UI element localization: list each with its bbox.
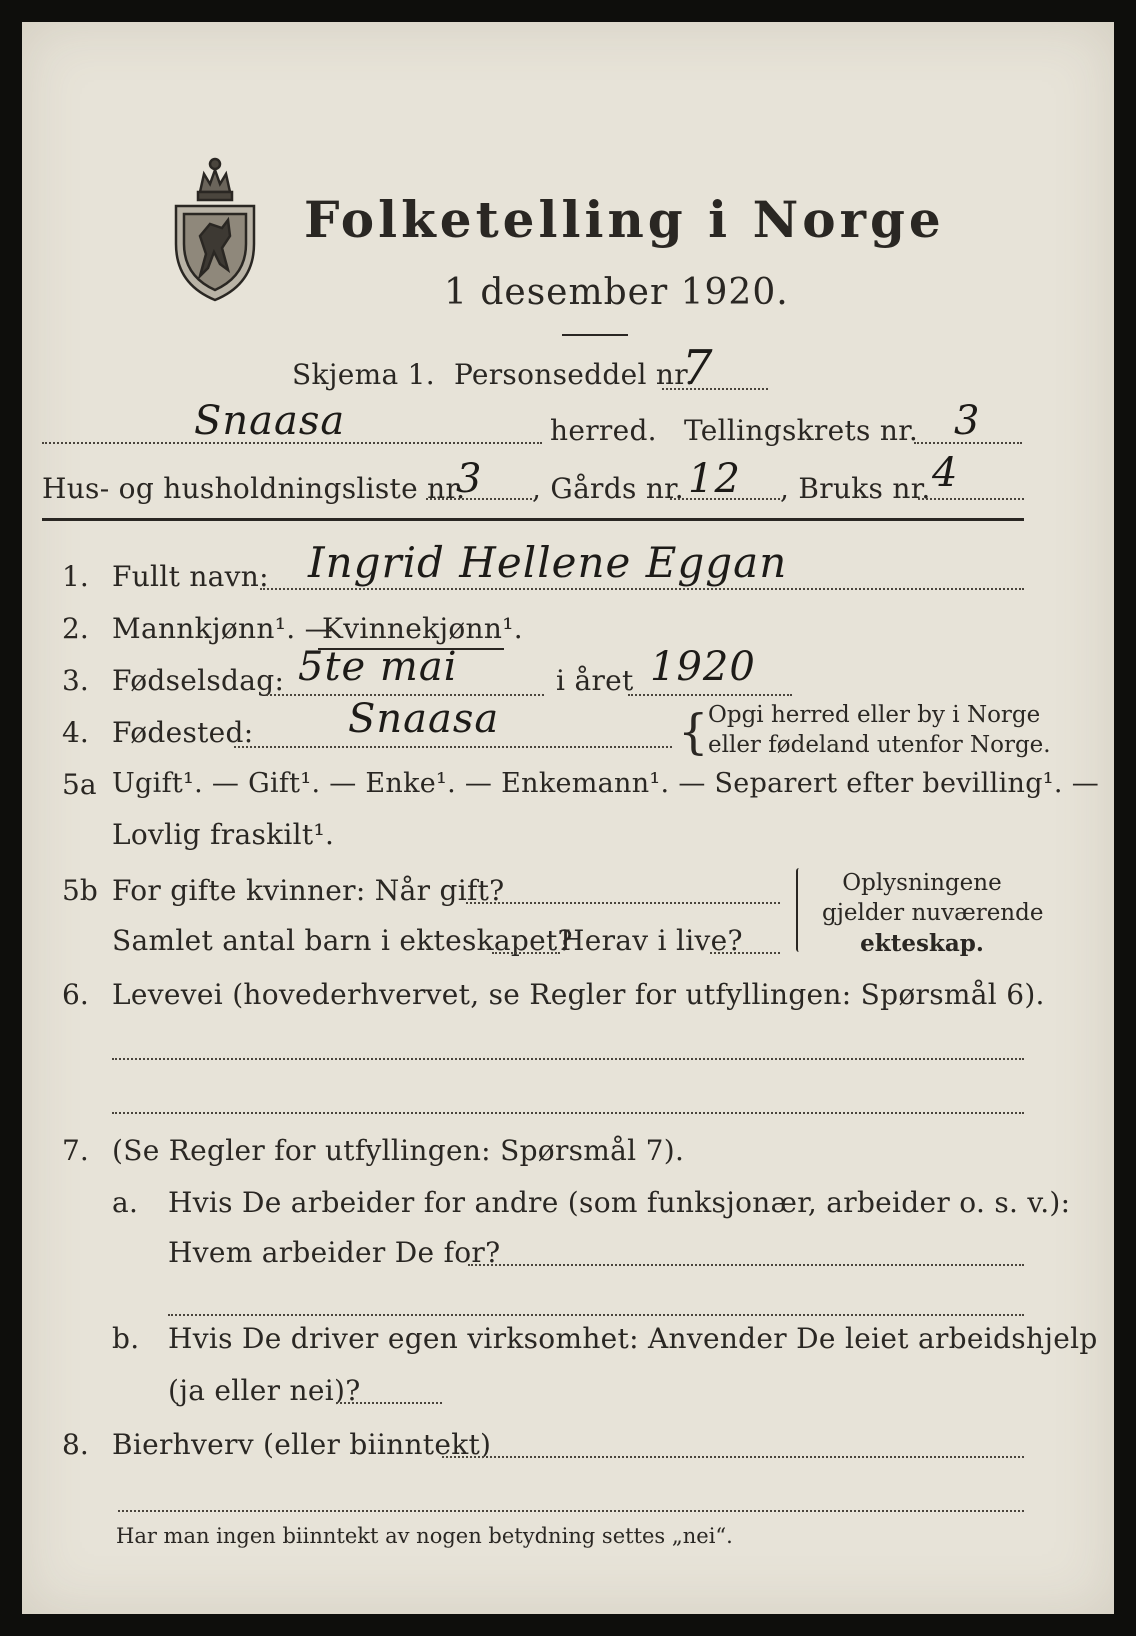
q5b-note-line2: gjelder nuværende	[822, 900, 1044, 926]
q7b-line2: (ja eller nei)?	[168, 1374, 361, 1407]
q4-note-line1: Opgi herred eller by i Norge	[708, 702, 1041, 728]
q7a-line1: Hvis De arbeider for andre (som funksjonær, arbeider o. s. v.):	[168, 1186, 1071, 1219]
herred-value: Snaasa	[194, 398, 346, 444]
q8-number: 8.	[62, 1428, 89, 1461]
herred-label: herred.	[550, 414, 657, 447]
q5a-number: 5a	[62, 768, 97, 801]
personseddel-value: 7	[682, 340, 714, 396]
q6-label: Levevei (hovederhvervet, se Regler for utfyllingen: Spørsmål 6).	[112, 978, 1045, 1011]
form-title: Folketelling i Norge	[304, 190, 945, 249]
gards-label: , Gårds nr.	[532, 472, 684, 505]
q7-label: (Se Regler for utfyllingen: Spørsmål 7).	[112, 1134, 685, 1167]
q7a-line2: Hvem arbeider De for?	[168, 1236, 501, 1269]
title-rule	[562, 334, 628, 336]
q3-birthday-value: 5te mai	[298, 644, 458, 690]
q5b-bracket	[796, 868, 802, 952]
q5b-number: 5b	[62, 874, 98, 907]
q2-number: 2.	[62, 612, 89, 645]
q5b-note-line1: Oplysningene	[842, 870, 1002, 896]
q3-year-label: i året	[556, 664, 634, 697]
q6-number: 6.	[62, 978, 89, 1011]
tellingskrets-label: Tellingskrets nr.	[684, 414, 919, 447]
census-form-sheet	[22, 22, 1114, 1614]
q4-label: Fødested:	[112, 716, 254, 749]
q7b-letter: b.	[112, 1322, 140, 1355]
q5a-line2: Lovlig fraskilt¹.	[112, 818, 335, 851]
q1-full-name-value: Ingrid Hellene Eggan	[308, 538, 788, 587]
tellingskrets-value: 3	[954, 398, 981, 444]
q7b-line1: Hvis De driver egen virksomhet: Anvender De leiet arbeidshjelp	[168, 1322, 1098, 1355]
q5b-line1: For gifte kvinner: Når gift?	[112, 874, 505, 907]
q2-female-label: Kvinnekjønn¹.	[322, 612, 523, 645]
q3-year-value: 1920	[650, 644, 756, 690]
bruks-value: 4	[932, 450, 959, 496]
q3-label: Fødselsdag:	[112, 664, 285, 697]
footer-note: Har man ingen biinntekt av nogen betydning settes „nei“.	[116, 1524, 733, 1548]
q2-male-label: Mannkjønn¹. —	[112, 612, 333, 645]
q1-label: Fullt navn:	[112, 560, 269, 593]
skjema-label: Skjema 1.	[292, 358, 435, 391]
q4-birthplace-value: Snaasa	[348, 696, 500, 742]
hus-value: 3	[456, 456, 483, 502]
q1-number: 1.	[62, 560, 89, 593]
q7-number: 7.	[62, 1134, 89, 1167]
census-date: 1 desember 1920.	[444, 272, 789, 313]
hus-label: Hus- og husholdningsliste nr.	[42, 472, 466, 505]
norwegian-coat-of-arms-icon	[170, 144, 260, 304]
q5b-children-label: Samlet antal barn i ekteskapet?	[112, 924, 573, 957]
header-divider	[42, 518, 1024, 521]
q7a-letter: a.	[112, 1186, 139, 1219]
q8-label: Bierhverv (eller biinntekt)	[112, 1428, 492, 1461]
bruks-label: , Bruks nr.	[780, 472, 931, 505]
q4-note-line2: eller fødeland utenfor Norge.	[708, 732, 1051, 758]
q5a-line1: Ugift¹. — Gift¹. — Enke¹. — Enkemann¹. — Separert efter bevilling¹. —	[112, 768, 1099, 799]
q3-number: 3.	[62, 664, 89, 697]
q6-answer-line-2	[112, 1112, 1024, 1114]
q5b-alive-label: Herav i live?	[560, 924, 743, 957]
personseddel-label: Personseddel nr.	[454, 358, 695, 391]
q6-answer-line-1	[112, 1058, 1024, 1060]
q5b-note-line3: ekteskap.	[860, 930, 984, 957]
gards-value: 12	[688, 456, 741, 502]
q4-brace: {	[678, 704, 709, 760]
q4-number: 4.	[62, 716, 89, 749]
